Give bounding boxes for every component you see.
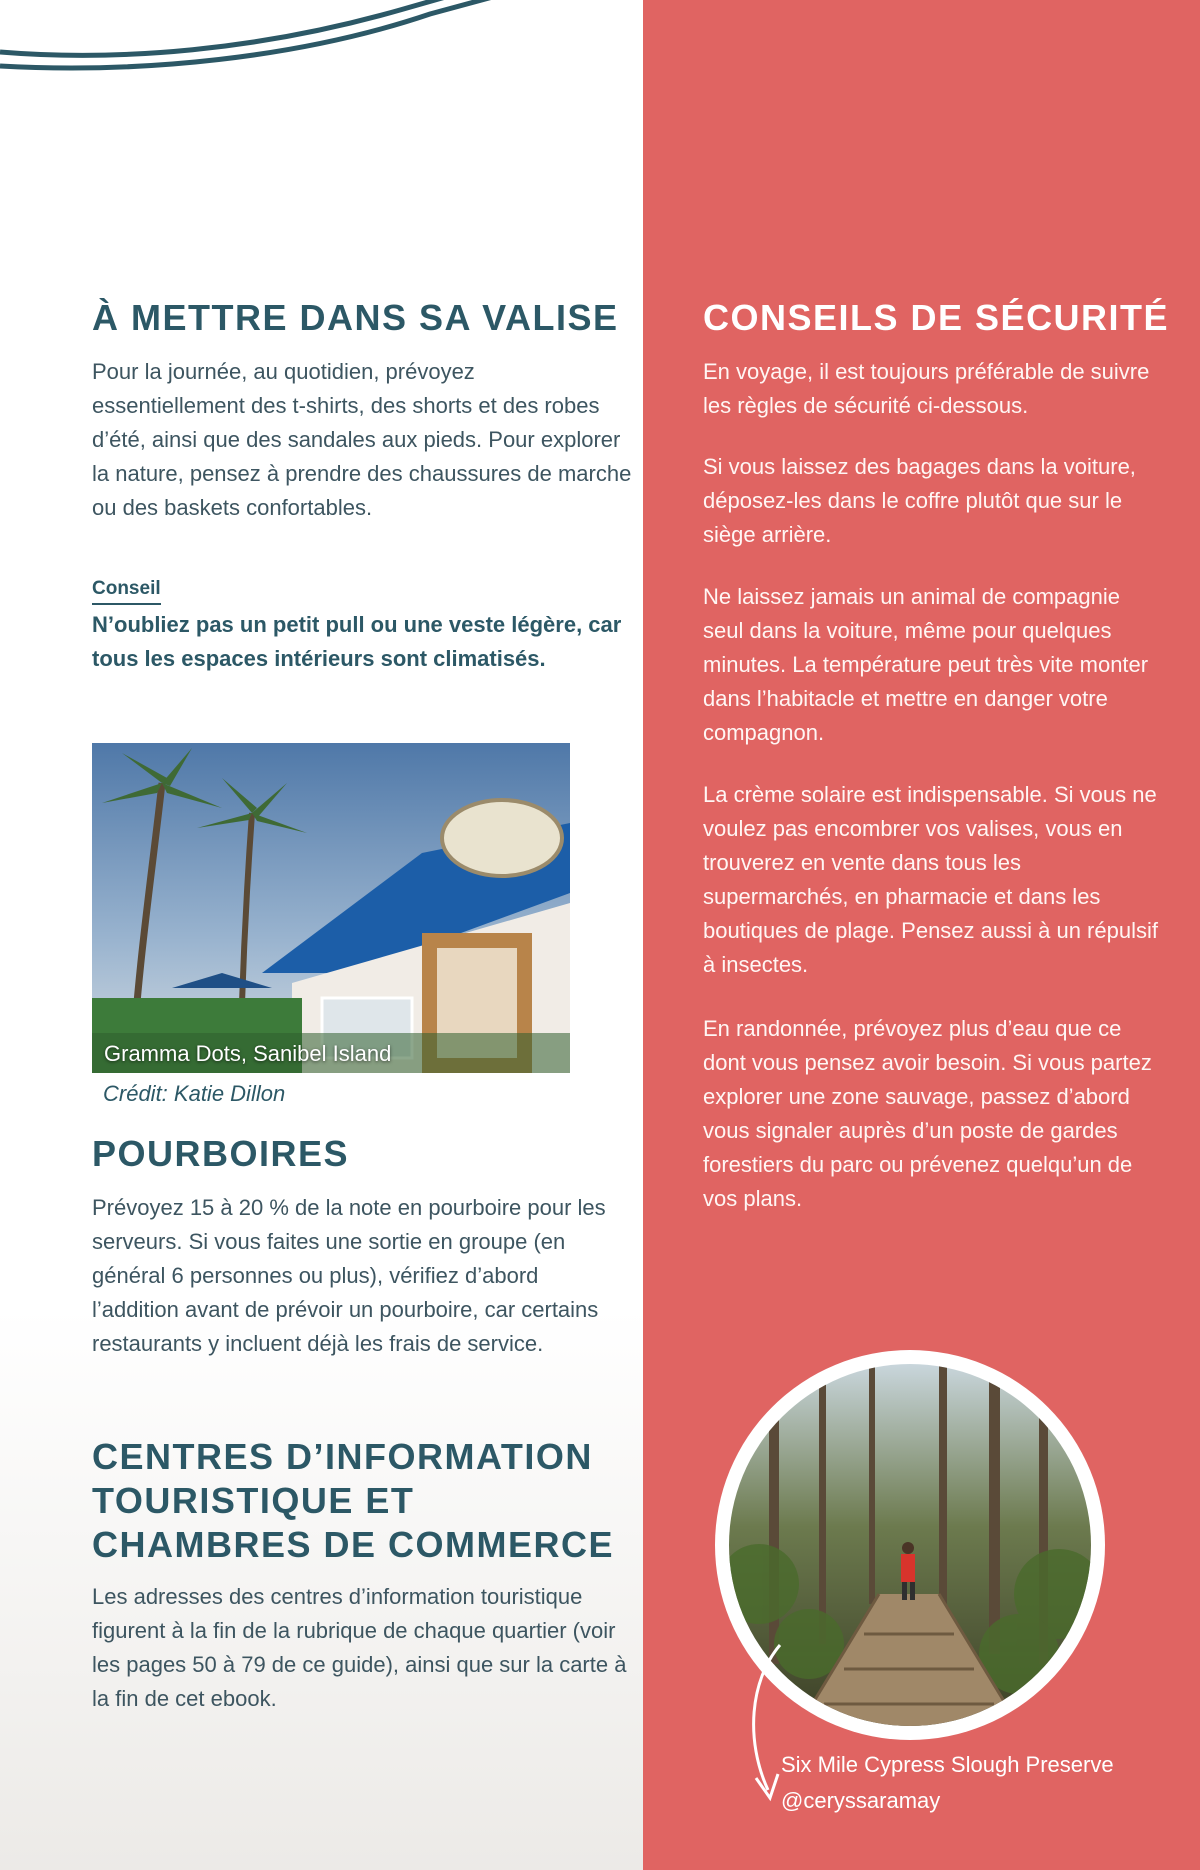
photo-caption: Gramma Dots, Sanibel Island (104, 1041, 392, 1066)
safety-paragraph: La crème solaire est indispensable. Si vous ne voulez pas encombrer vos valises, vous en trouverez en vente dans tous les supermarchés, en pharmacie et dans les boutiques de plage. Pensez aussi à un répulsif à insectes. (703, 782, 1158, 977)
safety-title: CONSEILS DE SÉCURITÉ (703, 297, 1170, 338)
wave-decoration (0, 0, 500, 80)
restaurant-photo (92, 743, 570, 1073)
tipping-title: POURBOIRES (92, 1133, 350, 1174)
forest-photo-caption (781, 1747, 1114, 1819)
photo-credit: Crédit: Katie Dillon (103, 1081, 286, 1106)
info-centers-text: Les adresses des centres d’information touristique figurent à la fin de la rubrique de chaque quartier (voir les pages 50 à 79 de ce guide), ainsi que sur la carte à la fin de cet ebook. (92, 1584, 627, 1711)
tip-text: N’oubliez pas un petit pull ou une veste légère, car tous les espaces intérieurs sont climatisés. (92, 612, 622, 671)
packing-text: Pour la journée, au quotidien, prévoyez essentiellement des t-shirts, des shorts et des robes d’été, ainsi que des sandales aux pieds. Pour explorer la nature, pensez à prendre des chaussures de marche ou des baskets confortables. (92, 359, 632, 520)
safety-paragraph: Ne laissez jamais un animal de compagnie seul dans la voiture, même pour quelques minutes. La température peut très vite monter dans l’habitacle et mettre en danger votre compagnon. (703, 584, 1149, 745)
safety-paragraph: En randonnée, prévoyez plus d’eau que ce dont vous pensez avoir besoin. Si vous partez explorer une zone sauvage, passez d’abord vous signaler auprès d’un poste de gardes forestiers du parc ou prévenez quelqu’un de vos plans. (703, 1016, 1152, 1211)
forest-photo-place: Six Mile Cypress Slough Preserve (781, 1752, 1114, 1777)
forest-photo-handle: @ceryssaramay (781, 1788, 941, 1813)
restaurant-illustration (92, 743, 570, 1073)
safety-paragraph: Si vous laissez des bagages dans la voiture, déposez-les dans le coffre plutôt que sur le siège arrière. (703, 454, 1136, 547)
tipping-text: Prévoyez 15 à 20 % de la note en pourboire pour les serveurs. Si vous faites une sortie en groupe (en général 6 personnes ou plus), vérifiez d’abord l’addition avant de prévoir un pourboire, car certains restaurants y incluent déjà les frais de service. (92, 1195, 606, 1356)
tip-label: Conseil (92, 578, 161, 605)
safety-paragraph: En voyage, il est toujours préférable de suivre les règles de sécurité ci-dessous. (703, 359, 1150, 418)
packing-title: À METTRE DANS SA VALISE (92, 297, 619, 338)
info-centers-title: CENTRES D’INFORMATION TOURISTIQUE ET CHAMBRES DE COMMERCE (92, 1436, 615, 1565)
